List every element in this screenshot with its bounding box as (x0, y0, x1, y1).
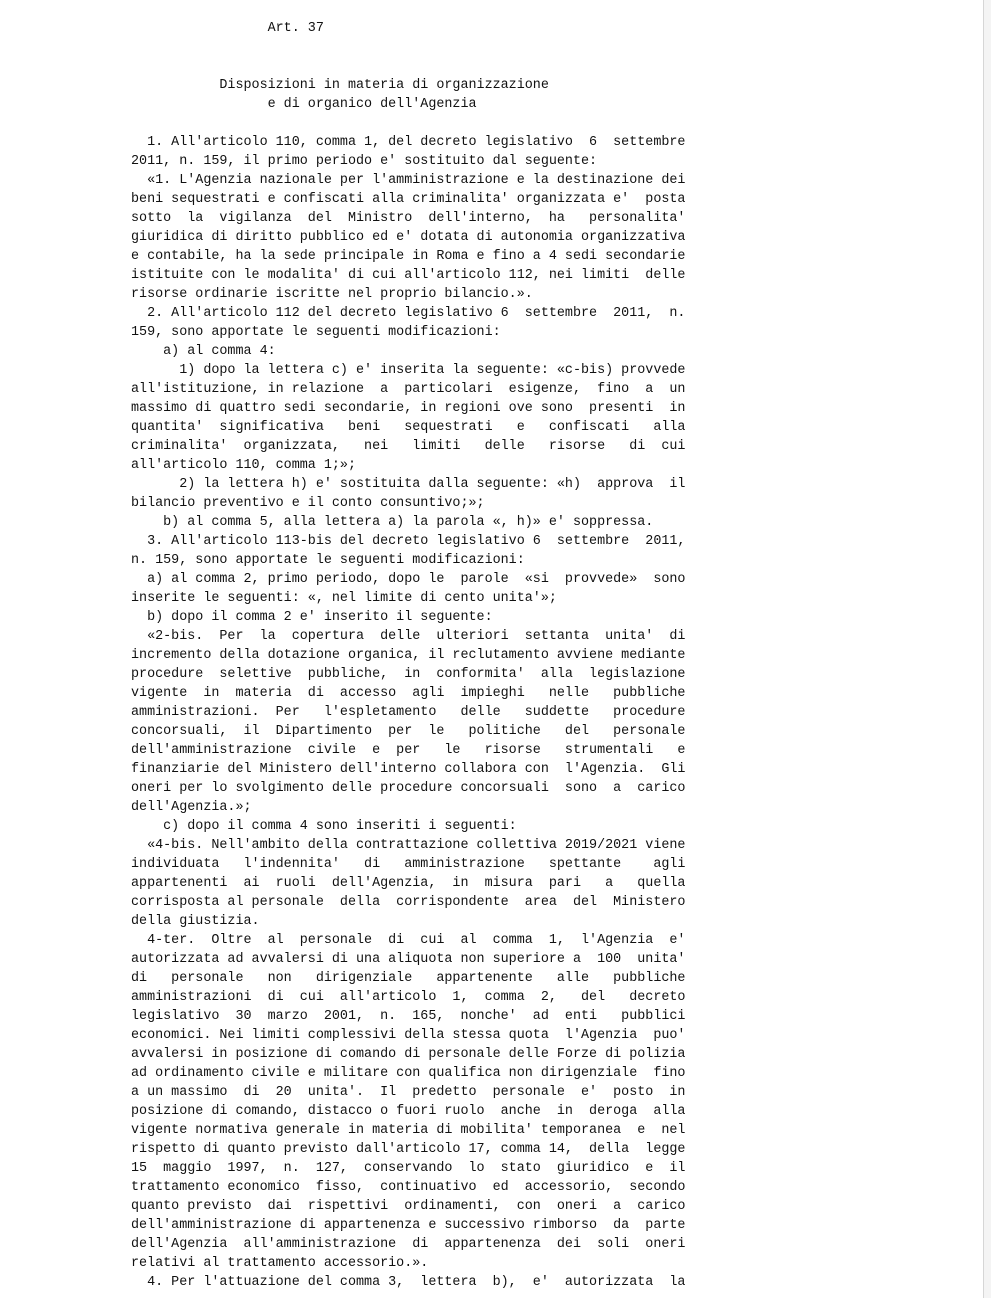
text-line: procedure selettive pubbliche, in conformita' alla legislazione (131, 667, 686, 682)
text-line: 2011, n. 159, il primo periodo e' sostituito dal seguente: (131, 154, 598, 169)
text-line: 15 maggio 1997, n. 127, conservando lo stato giuridico e il (131, 1161, 686, 1176)
text-line: b) dopo il comma 2 e' inserito il seguente: (131, 610, 493, 625)
text-line (131, 114, 685, 133)
text-line: dell'Agenzia all'amministrazione di appartenenza dei soli oneri (131, 1237, 686, 1252)
text-line: «1. L'Agenzia nazionale per l'amministrazione e la destinazione dei (131, 173, 686, 188)
text-line: 2. All'articolo 112 del decreto legislativo 6 settembre 2011, n. (131, 306, 686, 321)
text-line: ad ordinamento civile e militare con qualifica non dirigenziale fino (131, 1066, 686, 1081)
text-line: concorsuali, il Dipartimento per le politiche del personale (131, 724, 686, 739)
text-line: c) dopo il comma 4 sono inseriti i seguenti: (131, 819, 517, 834)
text-line: 4. Per l'attuazione del comma 3, lettera b), e' autorizzata la (131, 1275, 686, 1290)
text-line: bilancio preventivo e il conto consuntivo;»; (131, 496, 485, 511)
text-line (131, 38, 685, 57)
text-line: finanziarie del Ministero dell'interno collabora con l'Agenzia. Gli (131, 762, 686, 777)
text-line: 3. All'articolo 113-bis del decreto legislativo 6 settembre 2011, (131, 534, 686, 549)
text-line: appartenenti ai ruoli dell'Agenzia, in misura pari a quella (131, 876, 686, 891)
text-line: avvalersi in posizione di comando di personale delle Forze di polizia (131, 1047, 686, 1062)
text-line: economici. Nei limiti complessivi della stessa quota l'Agenzia puo' (131, 1028, 686, 1043)
text-line: all'articolo 110, comma 1;»; (131, 458, 356, 473)
text-line (131, 57, 685, 76)
text-line: 1) dopo la lettera c) e' inserita la seguente: «c-bis) provvede (131, 363, 686, 378)
text-line: oneri per lo svolgimento delle procedure concorsuali sono a carico (131, 781, 686, 796)
article-heading-line: e di organico dell'Agenzia (131, 97, 477, 112)
text-line: e contabile, ha la sede principale in Roma e fino a 4 sedi secondarie (131, 249, 686, 264)
text-line: della giustizia. (131, 914, 260, 929)
text-line: a) al comma 4: (131, 344, 276, 359)
article-number: Art. 37 (131, 21, 324, 36)
text-line: vigente normativa generale in materia di mobilita' temporanea e nel (131, 1123, 686, 1138)
text-line: istituite con le modalita' di cui all'articolo 112, nei limiti delle (131, 268, 686, 283)
text-line: beni sequestrati e confiscati alla criminalita' organizzata e' posta (131, 192, 686, 207)
text-line: giuridica di diritto pubblico ed e' dotata di autonomia organizzativa (131, 230, 686, 245)
text-line: individuata l'indennita' di amministrazione spettante agli (131, 857, 686, 872)
window-edge (983, 0, 991, 1298)
text-line: sotto la vigilanza del Ministro dell'interno, ha personalita' (131, 211, 686, 226)
text-line: b) al comma 5, alla lettera a) la parola «, h)» e' soppressa. (131, 515, 654, 530)
text-line: risorse ordinarie iscritte nel proprio bilancio.». (131, 287, 533, 302)
text-line: rispetto di quanto previsto dall'articolo 17, comma 14, della legge (131, 1142, 686, 1157)
text-line: «2-bis. Per la copertura delle ulteriori settanta unita' di (131, 629, 686, 644)
text-line: amministrazioni di cui all'articolo 1, comma 2, del decreto (131, 990, 686, 1005)
text-line: criminalita' organizzata, nei limiti delle risorse di cui (131, 439, 686, 454)
text-line: quantita' significativa beni sequestrati e confiscati alla (131, 420, 686, 435)
text-line: posizione di comando, distacco o fuori ruolo anche in deroga alla (131, 1104, 686, 1119)
text-line: «4-bis. Nell'ambito della contrattazione collettiva 2019/2021 viene (131, 838, 686, 853)
text-line: dell'Agenzia.»; (131, 800, 252, 815)
text-line: 1. All'articolo 110, comma 1, del decreto legislativo 6 settembre (131, 135, 686, 150)
text-line: 159, sono apportate le seguenti modificazioni: (131, 325, 501, 340)
article-text (131, 19, 685, 1292)
text-line: legislativo 30 marzo 2001, n. 165, nonche' ad enti pubblici (131, 1009, 686, 1024)
text-line: n. 159, sono apportate le seguenti modificazioni: (131, 553, 525, 568)
text-line: quanto previsto dai rispettivi ordinamenti, con oneri a carico (131, 1199, 686, 1214)
text-line: 4-ter. Oltre al personale di cui al comma 1, l'Agenzia e' (131, 933, 686, 948)
article-heading-line: Disposizioni in materia di organizzazione (131, 78, 549, 93)
text-line: inserite le seguenti: «, nel limite di cento unita'»; (131, 591, 557, 606)
text-line: amministrazioni. Per l'espletamento delle suddette procedure (131, 705, 686, 720)
text-line: all'istituzione, in relazione a particolari esigenze, fino a un (131, 382, 686, 397)
text-line: a un massimo di 20 unita'. Il predetto personale e' posto in (131, 1085, 686, 1100)
text-line: corrisposta al personale della corrispondente area del Ministero (131, 895, 686, 910)
text-line: a) al comma 2, primo periodo, dopo le parole «si provvede» sono (131, 572, 686, 587)
text-line: vigente in materia di accesso agli impieghi nelle pubbliche (131, 686, 686, 701)
text-line: massimo di quattro sedi secondarie, in regioni ove sono presenti in (131, 401, 686, 416)
text-line: dell'amministrazione civile e per le risorse strumentali e (131, 743, 686, 758)
text-line: incremento della dotazione organica, il reclutamento avviene mediante (131, 648, 686, 663)
text-line: dell'amministrazione di appartenenza e successivo rimborso da parte (131, 1218, 686, 1233)
text-line: trattamento economico fisso, continuativo ed accessorio, secondo (131, 1180, 686, 1195)
text-line: di personale non dirigenziale appartenente alle pubbliche (131, 971, 686, 986)
text-line: 2) la lettera h) e' sostituita dalla seguente: «h) approva il (131, 477, 686, 492)
text-line: autorizzata ad avvalersi di una aliquota non superiore a 100 unita' (131, 952, 686, 967)
text-line: relativi al trattamento accessorio.». (131, 1256, 429, 1271)
